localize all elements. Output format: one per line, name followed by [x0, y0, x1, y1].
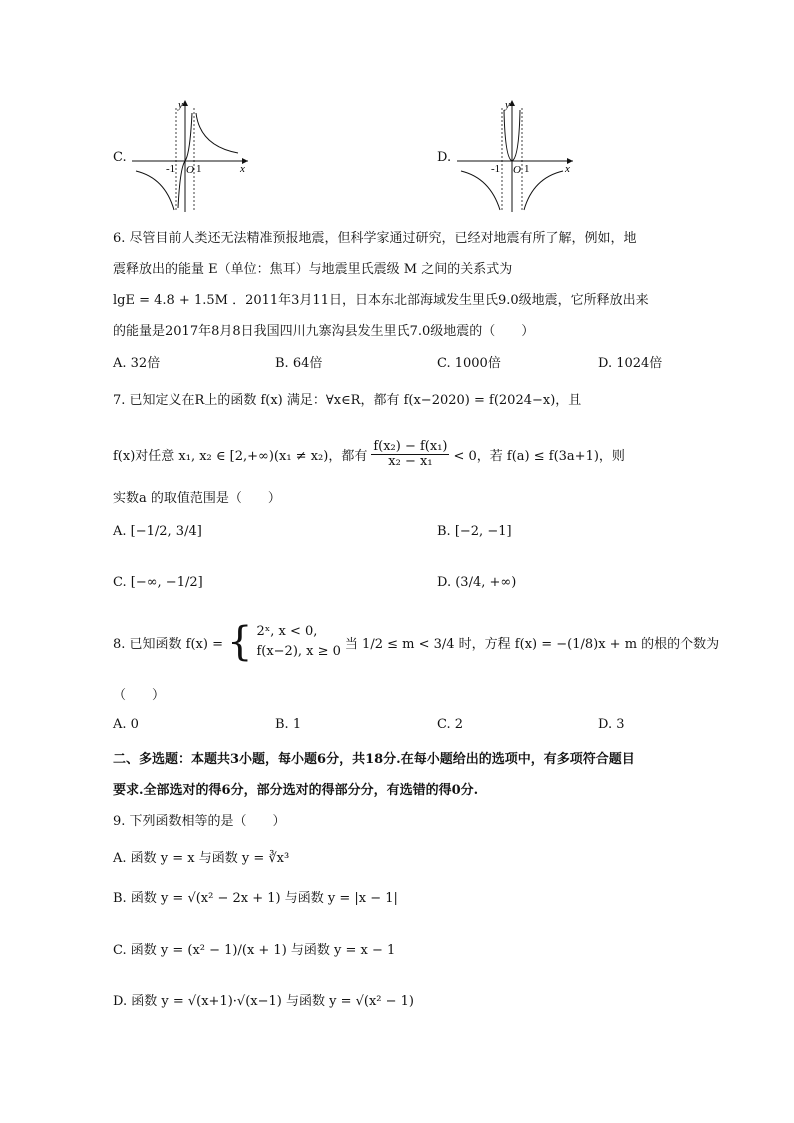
tick-pos1: 1 — [196, 163, 202, 175]
q9-option-c[interactable]: C. 函数 y = (x² − 1)/(x + 1) 与函数 y = x − 1 — [113, 943, 396, 958]
y-axis-arrow — [182, 100, 188, 106]
curve-right — [196, 113, 238, 153]
q7-option-b[interactable]: B. [−2, −1] — [437, 524, 512, 539]
q6-line-4: 的能量是2017年8月8日我国四川九寨沟县发生里氏7.0级地震的（ ） — [113, 324, 535, 339]
q5-option-d-label: D. — [437, 150, 452, 165]
q7-line-1: 7. 已知定义在R上的函数 f(x) 满足：∀x∈R，都有 f(x−2020) = f(2024−x)，且 — [113, 393, 582, 408]
curve-left — [136, 171, 174, 210]
q8-option-c[interactable]: C. 2 — [437, 717, 464, 732]
q6-option-d[interactable]: D. 1024倍 — [598, 356, 663, 371]
q7-option-a[interactable]: A. [−1/2, 3/4] — [113, 524, 202, 539]
q9-option-d[interactable]: D. 函数 y = √(x+1)·√(x−1) 与函数 y = √(x² − 1) — [113, 994, 414, 1009]
q8-case-1: 2ˣ, x < 0, — [256, 624, 318, 639]
q6-line-2: 震释放出的能量 E（单位：焦耳）与地震里氏震级 M 之间的关系式为 — [113, 262, 513, 277]
tick-pos1: 1 — [524, 163, 530, 175]
q7-fraction-num: f(x₂) − f(x₁) — [373, 439, 448, 454]
q8-line-1 — [113, 619, 720, 665]
q8-option-a[interactable]: A. 0 — [113, 717, 139, 732]
q8-cases — [256, 622, 340, 662]
q7-fraction — [371, 440, 449, 470]
q6-option-a[interactable]: A. 32倍 — [113, 356, 161, 371]
q8-mid: 当 1/2 ≤ m < 3/4 时，方程 f(x) = −(1/8)x + m 的根的个数为 — [344, 636, 720, 652]
q7-line-2-a: f(x)对任意 x₁, x₂ ∈ [2,+∞)(x₁ ≠ x₂)，都有 — [113, 449, 368, 465]
q6-option-c[interactable]: C. 1000倍 — [437, 356, 501, 371]
q8-paren: （ ） — [113, 688, 166, 703]
curve-left — [461, 171, 500, 210]
q7-option-c[interactable]: C. [−∞, −1/2] — [113, 575, 203, 590]
tick-neg1: -1 — [491, 163, 501, 175]
q5-option-c-label: C. — [113, 150, 127, 165]
section2-line-2: 要求.全部选对的得6分，部分选对的得部分分，有选错的得0分. — [113, 783, 479, 798]
y-label: y — [505, 99, 510, 111]
origin-label: O — [513, 164, 521, 176]
q8-prefix: 8. 已知函数 f(x) = — [113, 636, 223, 652]
q5-graph-d — [455, 98, 575, 216]
tick-neg1: -1 — [166, 163, 176, 175]
q7-line-2-b: < 0，若 f(a) ≤ f(3a+1)，则 — [453, 449, 625, 465]
origin-label: O — [186, 164, 194, 176]
q6-line-3: lgE = 4.8 + 1.5M ．2011年3月11日，日本东北部海域发生里氏9.0级地震，它所释放出来 — [113, 293, 649, 308]
q5-graph-c — [130, 98, 250, 216]
y-label: y — [178, 99, 183, 111]
y-axis-arrow — [509, 100, 515, 106]
q6-option-b[interactable]: B. 64倍 — [275, 356, 323, 371]
q9-stem: 9. 下列函数相等的是（ ） — [113, 814, 286, 829]
q8-case-2: f(x−2), x ≥ 0 — [256, 644, 341, 659]
q7-line-3: 实数a 的取值范围是（ ） — [113, 491, 281, 506]
q8-option-d[interactable]: D. 3 — [598, 717, 625, 732]
q9-option-a[interactable]: A. 函数 y = x 与函数 y = ∛x³ — [113, 851, 290, 866]
q6-line-1: 6. 尽管目前人类还无法精准预报地震，但科学家通过研究，已经对地震有所了解，例如，地 — [113, 231, 637, 246]
q7-fraction-den: x₂ − x₁ — [388, 454, 433, 470]
q8-brace: { — [226, 619, 253, 665]
q7-option-d[interactable]: D. (3/4, +∞) — [437, 575, 517, 590]
q8-option-b[interactable]: B. 1 — [275, 717, 302, 732]
section2-line-1: 二、多选题：本题共3小题，每小题6分，共18分.在每小题给出的选项中，有多项符合题目 — [113, 752, 635, 767]
q9-option-b[interactable]: B. 函数 y = √(x² − 2x + 1) 与函数 y = |x − 1| — [113, 891, 398, 906]
curve-right — [524, 171, 563, 210]
x-label: x — [240, 163, 245, 175]
x-label: x — [565, 163, 570, 175]
q7-line-2 — [113, 440, 625, 470]
